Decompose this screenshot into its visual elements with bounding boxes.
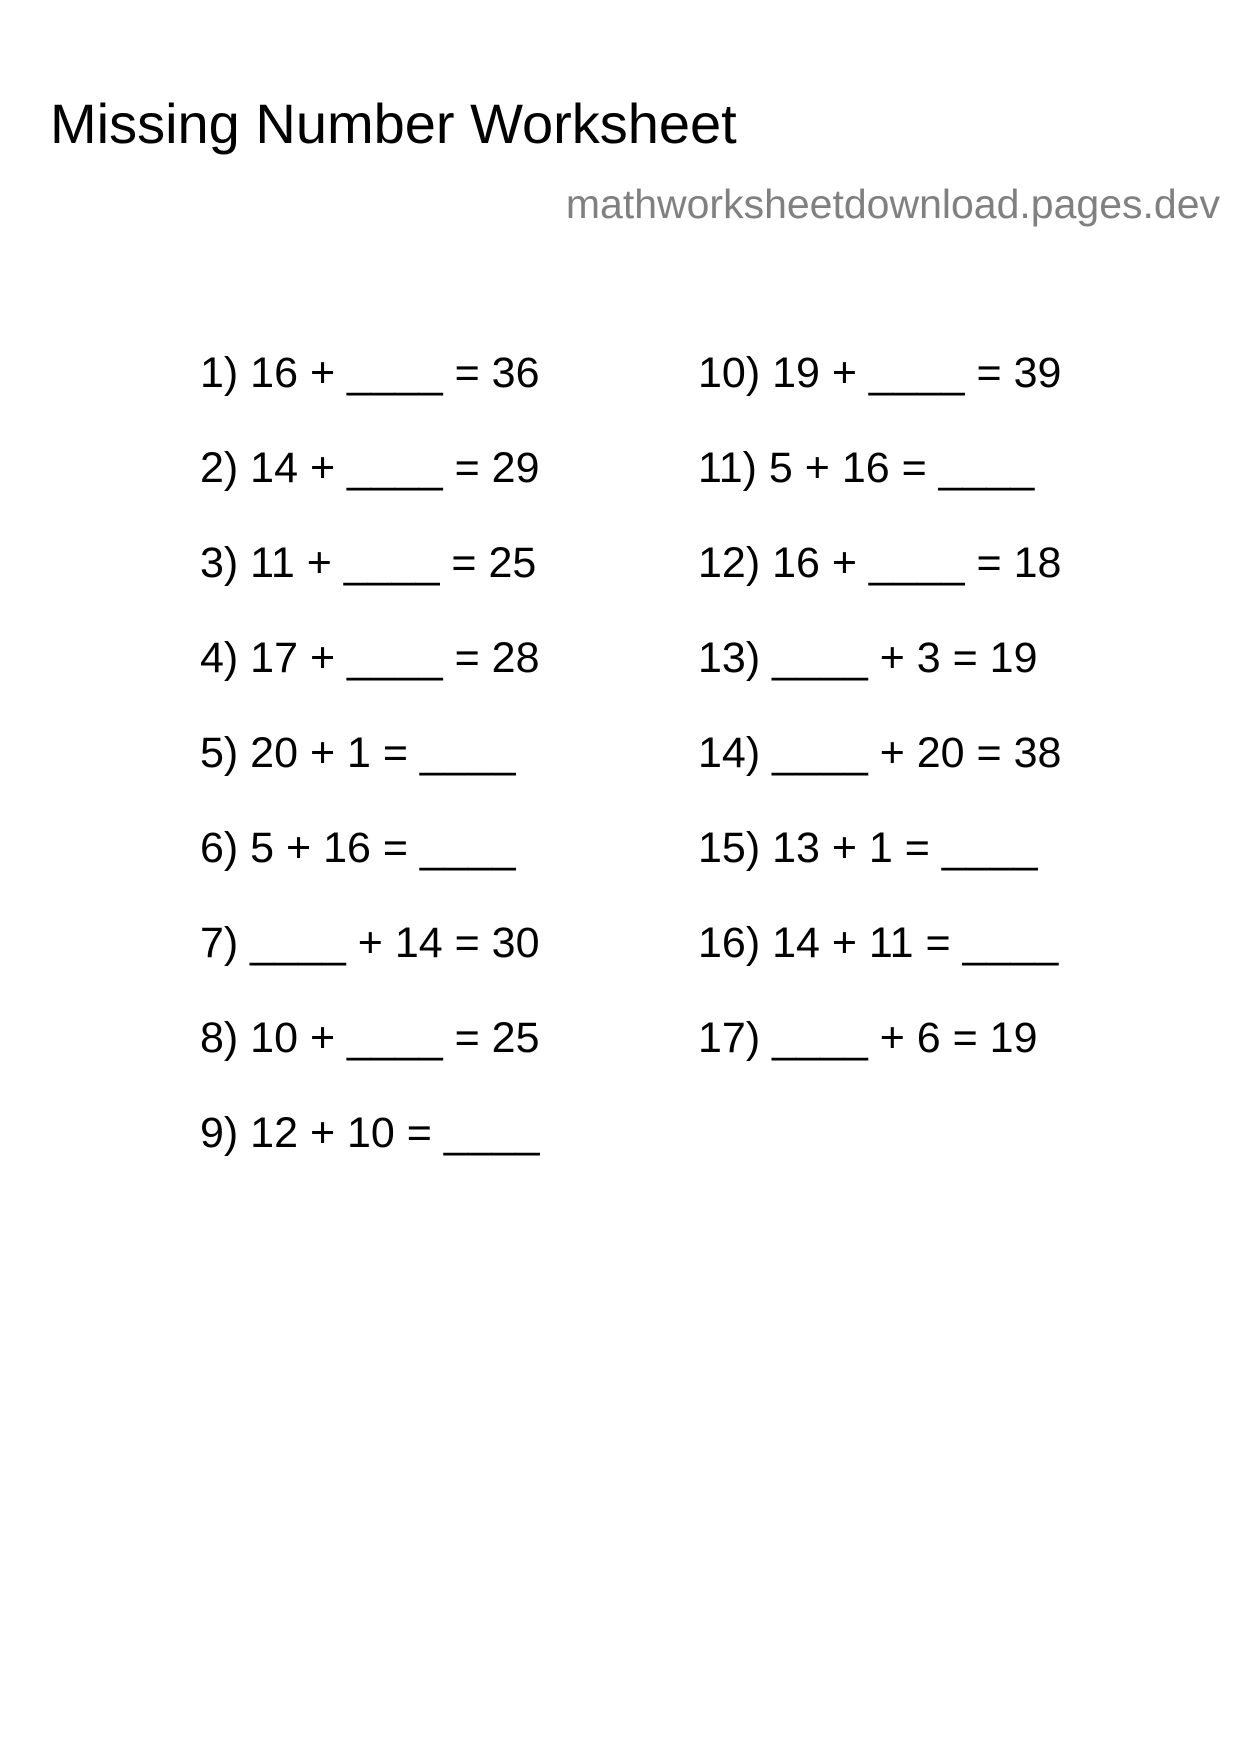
source-url: mathworksheetdownload.pages.dev [565,181,1220,227]
problem-column-right [698,349,1062,1112]
page-title: Missing Number Worksheet [50,92,737,155]
problem-item: 8) 10 + ____ = 25 [200,1014,540,1062]
problem-item: 11) 5 + 16 = ____ [698,444,1035,492]
problem-item: 5) 20 + 1 = ____ [200,729,516,777]
problem-item: 15) 13 + 1 = ____ [698,824,1038,872]
problem-item: 3) 11 + ____ = 25 [200,539,537,587]
problem-item: 16) 14 + 11 = ____ [698,919,1059,967]
problem-item: 7) ____ + 14 = 30 [200,919,540,967]
problem-item: 10) 19 + ____ = 39 [698,349,1062,397]
problem-item: 6) 5 + 16 = ____ [200,824,516,872]
problem-item: 12) 16 + ____ = 18 [698,539,1062,587]
problem-item: 17) ____ + 6 = 19 [698,1014,1038,1062]
problem-item: 9) 12 + 10 = ____ [200,1109,540,1157]
problem-item: 1) 16 + ____ = 36 [200,349,540,397]
problem-column-left [200,349,540,1207]
problem-item: 4) 17 + ____ = 28 [200,634,540,682]
problem-item: 2) 14 + ____ = 29 [200,444,540,492]
problem-item: 13) ____ + 3 = 19 [698,634,1038,682]
problem-item: 14) ____ + 20 = 38 [698,729,1062,777]
